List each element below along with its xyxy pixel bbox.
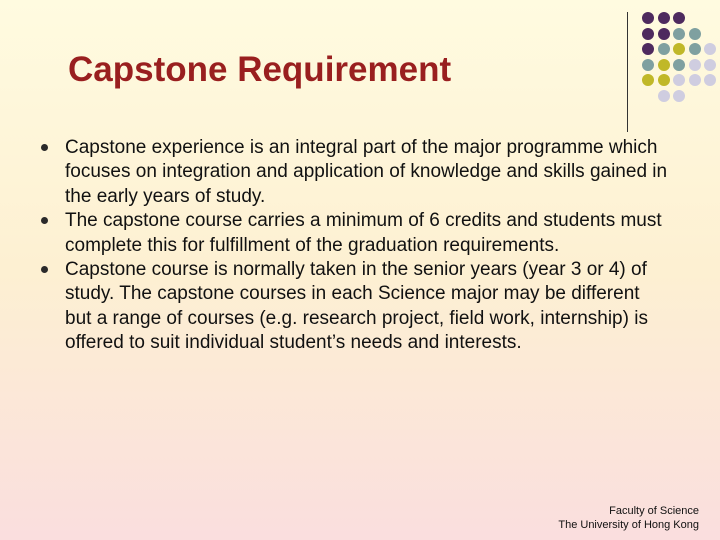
decorative-dot xyxy=(658,43,670,55)
decorative-dot xyxy=(673,59,685,71)
bullet-marker-icon xyxy=(41,144,48,151)
decorative-dot xyxy=(673,43,685,55)
decorative-dot xyxy=(658,90,670,102)
decorative-dot xyxy=(642,59,654,71)
decorative-dot xyxy=(642,12,654,24)
title-divider-line xyxy=(627,12,628,132)
decorative-dot xyxy=(673,28,685,40)
decorative-dot xyxy=(673,90,685,102)
footer-university: The University of Hong Kong xyxy=(558,519,699,531)
bullet-text: Capstone course is normally taken in the senior years (year 3 or 4) of study. The capstone courses in each Science major may be different but a range of courses (e.g. research project, field work, internship) is offered to suit individual student’s needs and interests. xyxy=(65,259,648,354)
decorative-dot xyxy=(689,59,701,71)
bullet-item xyxy=(40,258,670,356)
decorative-dot xyxy=(658,28,670,40)
decorative-dot xyxy=(642,43,654,55)
bullet-marker-icon xyxy=(41,266,48,273)
bullet-marker-icon xyxy=(41,217,48,224)
decorative-dot xyxy=(689,28,701,40)
slide-title: Capstone Requirement xyxy=(68,50,452,89)
footer-credit xyxy=(558,504,699,532)
decorative-dot xyxy=(658,74,670,86)
decorative-dot xyxy=(704,43,716,55)
decorative-dot xyxy=(673,12,685,24)
bullet-item xyxy=(40,136,670,209)
bullet-text: The capstone course carries a minimum of 6 credits and students must complete this for fulfillment of the graduation requirements. xyxy=(65,210,662,256)
decorative-dot xyxy=(673,74,685,86)
decorative-dot xyxy=(689,74,701,86)
bullet-item xyxy=(40,209,670,258)
decorative-dot xyxy=(642,28,654,40)
decorative-dot xyxy=(642,74,654,86)
bullet-text: Capstone experience is an integral part of the major programme which focuses on integration and application of knowledge and skills gained in the early years of study. xyxy=(65,137,668,207)
decorative-dot xyxy=(704,74,716,86)
decorative-dot xyxy=(658,12,670,24)
decorative-dot xyxy=(658,59,670,71)
decorative-dot xyxy=(689,43,701,55)
footer-faculty: Faculty of Science xyxy=(609,505,699,517)
bullet-list xyxy=(40,136,670,356)
decorative-dot xyxy=(704,59,716,71)
